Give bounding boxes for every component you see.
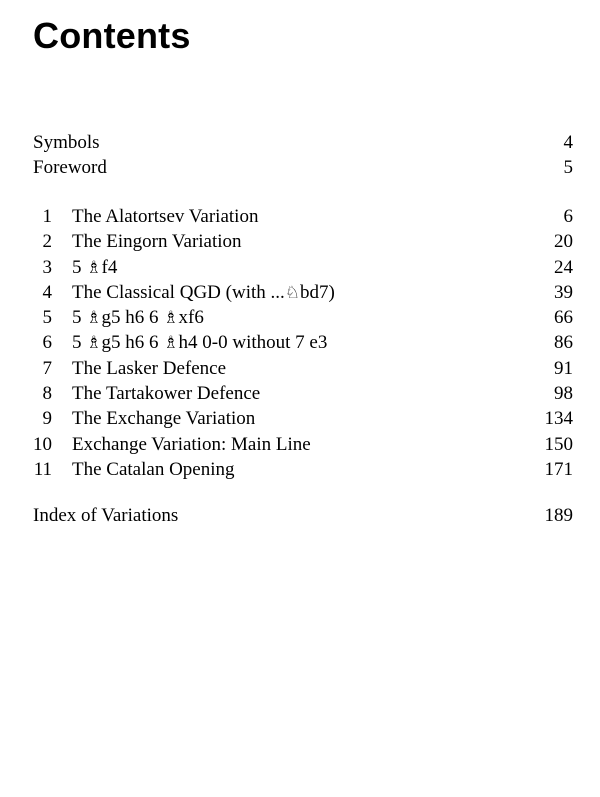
- chapter-page: 98: [554, 383, 573, 405]
- toc-entry-page: 5: [563, 157, 573, 179]
- toc-entry-index[interactable]: [33, 503, 573, 528]
- chapter-number: 4: [42, 281, 52, 303]
- chapter-number: 8: [42, 383, 52, 405]
- chapter-page: 66: [554, 307, 573, 329]
- chapter-number: 5: [42, 307, 52, 329]
- chapter-title: Exchange Variation: Main Line: [72, 433, 311, 455]
- chess-piece-icon: ♗: [86, 308, 102, 329]
- toc-front-matter: [33, 130, 573, 181]
- toc-entry-page: 189: [544, 505, 573, 526]
- chapter-title: The Exchange Variation: [72, 408, 256, 430]
- toc-chapter-2[interactable]: [33, 229, 573, 254]
- chapter-page: 20: [554, 231, 573, 253]
- toc-chapter-4[interactable]: [33, 280, 573, 305]
- chapter-page: 24: [554, 256, 573, 278]
- chapter-page: 86: [554, 332, 573, 354]
- chapter-number: 3: [42, 256, 52, 278]
- toc-chapter-9[interactable]: [33, 406, 573, 431]
- chess-piece-icon: ♗: [86, 257, 102, 278]
- chapter-title: 5 ♗f4: [72, 256, 118, 278]
- chapter-title: The Catalan Opening: [72, 458, 235, 480]
- toc-entry-foreword[interactable]: [33, 155, 573, 180]
- chapter-title: The Eingorn Variation: [72, 231, 242, 253]
- chapter-page: 171: [544, 458, 573, 480]
- toc-entry-symbols[interactable]: [33, 130, 573, 155]
- toc-entry-title: Symbols: [33, 132, 100, 153]
- toc-chapter-8[interactable]: [33, 381, 573, 406]
- chapter-page: 150: [544, 433, 573, 455]
- chapter-number: 11: [33, 458, 52, 480]
- chapter-number: 7: [42, 357, 52, 379]
- chapter-number: 6: [42, 332, 52, 354]
- chess-piece-icon: ♗: [163, 333, 179, 354]
- chapter-title: The Tartakower Defence: [72, 383, 261, 405]
- chapter-number: 1: [42, 206, 52, 227]
- toc-entry-title: Foreword: [33, 157, 107, 179]
- toc-entry-title: Index of Variations: [33, 505, 179, 526]
- toc-chapter-7[interactable]: [33, 356, 573, 381]
- chapter-page: 134: [544, 408, 573, 430]
- toc-chapter-5[interactable]: [33, 305, 573, 330]
- chapter-page: 6: [563, 206, 573, 227]
- chapter-title: The Lasker Defence: [72, 357, 227, 379]
- toc-chapter-6[interactable]: [33, 330, 573, 355]
- toc-back-matter: [33, 503, 573, 528]
- chapter-page: 39: [554, 281, 573, 303]
- toc-chapter-1[interactable]: [33, 204, 573, 229]
- chapter-title: 5 ♗g5 h6 6 ♗h4 0-0 without 7 e3: [72, 332, 328, 354]
- page-title: Contents: [33, 15, 191, 56]
- chapter-page: 91: [554, 357, 573, 379]
- chess-piece-icon: ♗: [86, 333, 102, 354]
- toc-chapter-10[interactable]: [33, 432, 573, 457]
- chapter-number: 2: [42, 231, 52, 253]
- toc-entry-page: 4: [563, 132, 573, 153]
- chapter-title: The Alatortsev Variation: [72, 206, 259, 227]
- chapter-title: 5 ♗g5 h6 6 ♗xf6: [72, 307, 204, 329]
- toc-chapter-3[interactable]: [33, 255, 573, 280]
- chapter-number: 10: [33, 433, 52, 455]
- toc-chapter-11[interactable]: [33, 457, 573, 482]
- chess-piece-icon: ♘: [284, 282, 301, 303]
- toc-chapters: [33, 204, 573, 482]
- chess-piece-icon: ♗: [163, 308, 179, 329]
- chapter-number: 9: [42, 408, 52, 430]
- chapter-title: The Classical QGD (with ...♘bd7): [72, 281, 335, 303]
